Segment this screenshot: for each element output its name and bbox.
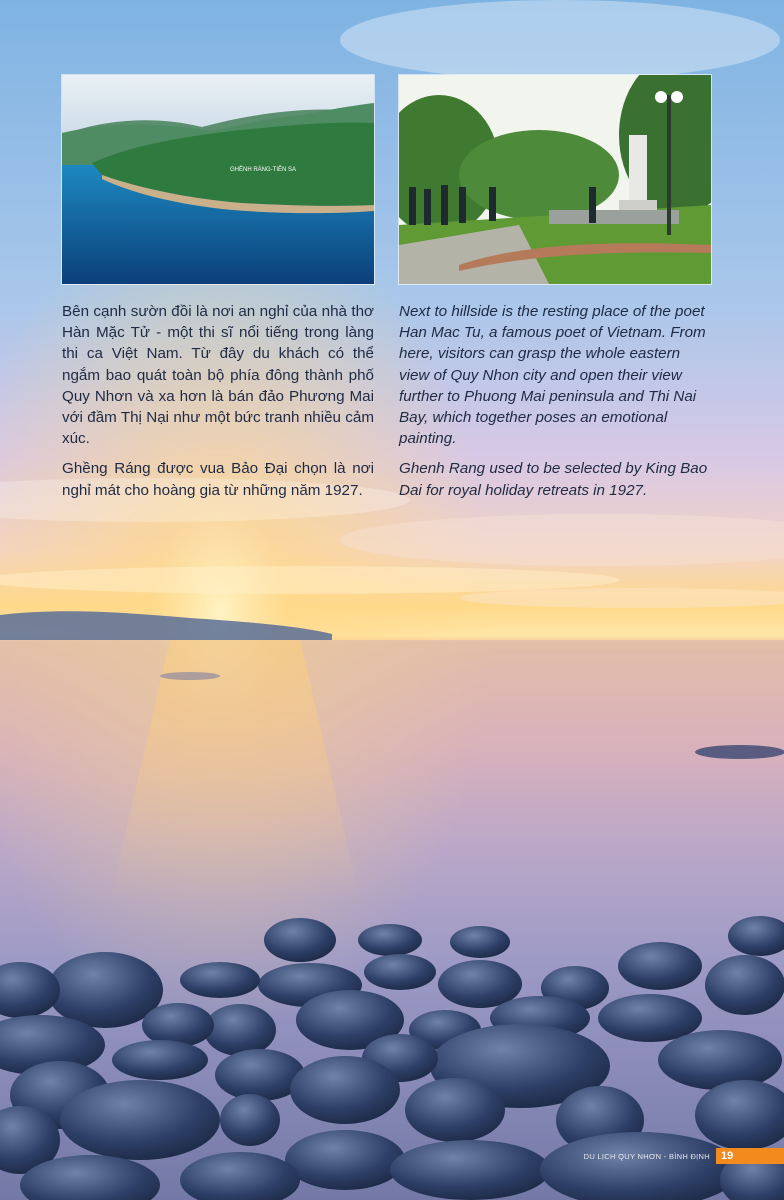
bay-aerial-photo [62, 75, 374, 284]
page-number: 19 [716, 1148, 784, 1164]
en-paragraph-2: Ghenh Rang used to be selected by King Bao Dai for royal holiday retreats in 1927. [399, 460, 708, 499]
en-paragraph-1: Next to hillside is the resting place of the poet Han Mac Tu, a famous poet of Vietnam. From here, visitors can grasp the whole eastern view of Quy Nhon city and open their view further to Phuong Mai peninsula and Thi Nai Bay, which together poses an emotional painting. [399, 303, 706, 448]
footer-caption: DU LỊCH QUY NHƠN - BÌNH ĐỊNH [583, 1151, 710, 1161]
hill-sign-text: GHỀNH RÁNG-TIÊN SA [230, 167, 297, 173]
vietnamese-text-column [62, 301, 374, 510]
vi-paragraph-1: Bên cạnh sườn đồi là nơi an nghỉ của nhà thơ Hàn Mặc Tử - một thi sĩ nổi tiếng trong làng thi ca Việt Nam. Từ đây du khách có thể ngắm bao quát toàn bộ phía đông thành phố Quy Nhơn và xa hơn là bán đảo Phương Mai với đầm Thị Nại như một bức tranh nhiều cảm xúc. [62, 303, 374, 448]
memorial-park-photo [399, 75, 711, 284]
page-footer [584, 1148, 784, 1164]
english-text-column [399, 301, 711, 510]
vi-paragraph-2: Ghềng Ráng được vua Bảo Đại chọn là nơi nghỉ mát cho hoàng gia từ những năm 1927. [62, 460, 374, 499]
